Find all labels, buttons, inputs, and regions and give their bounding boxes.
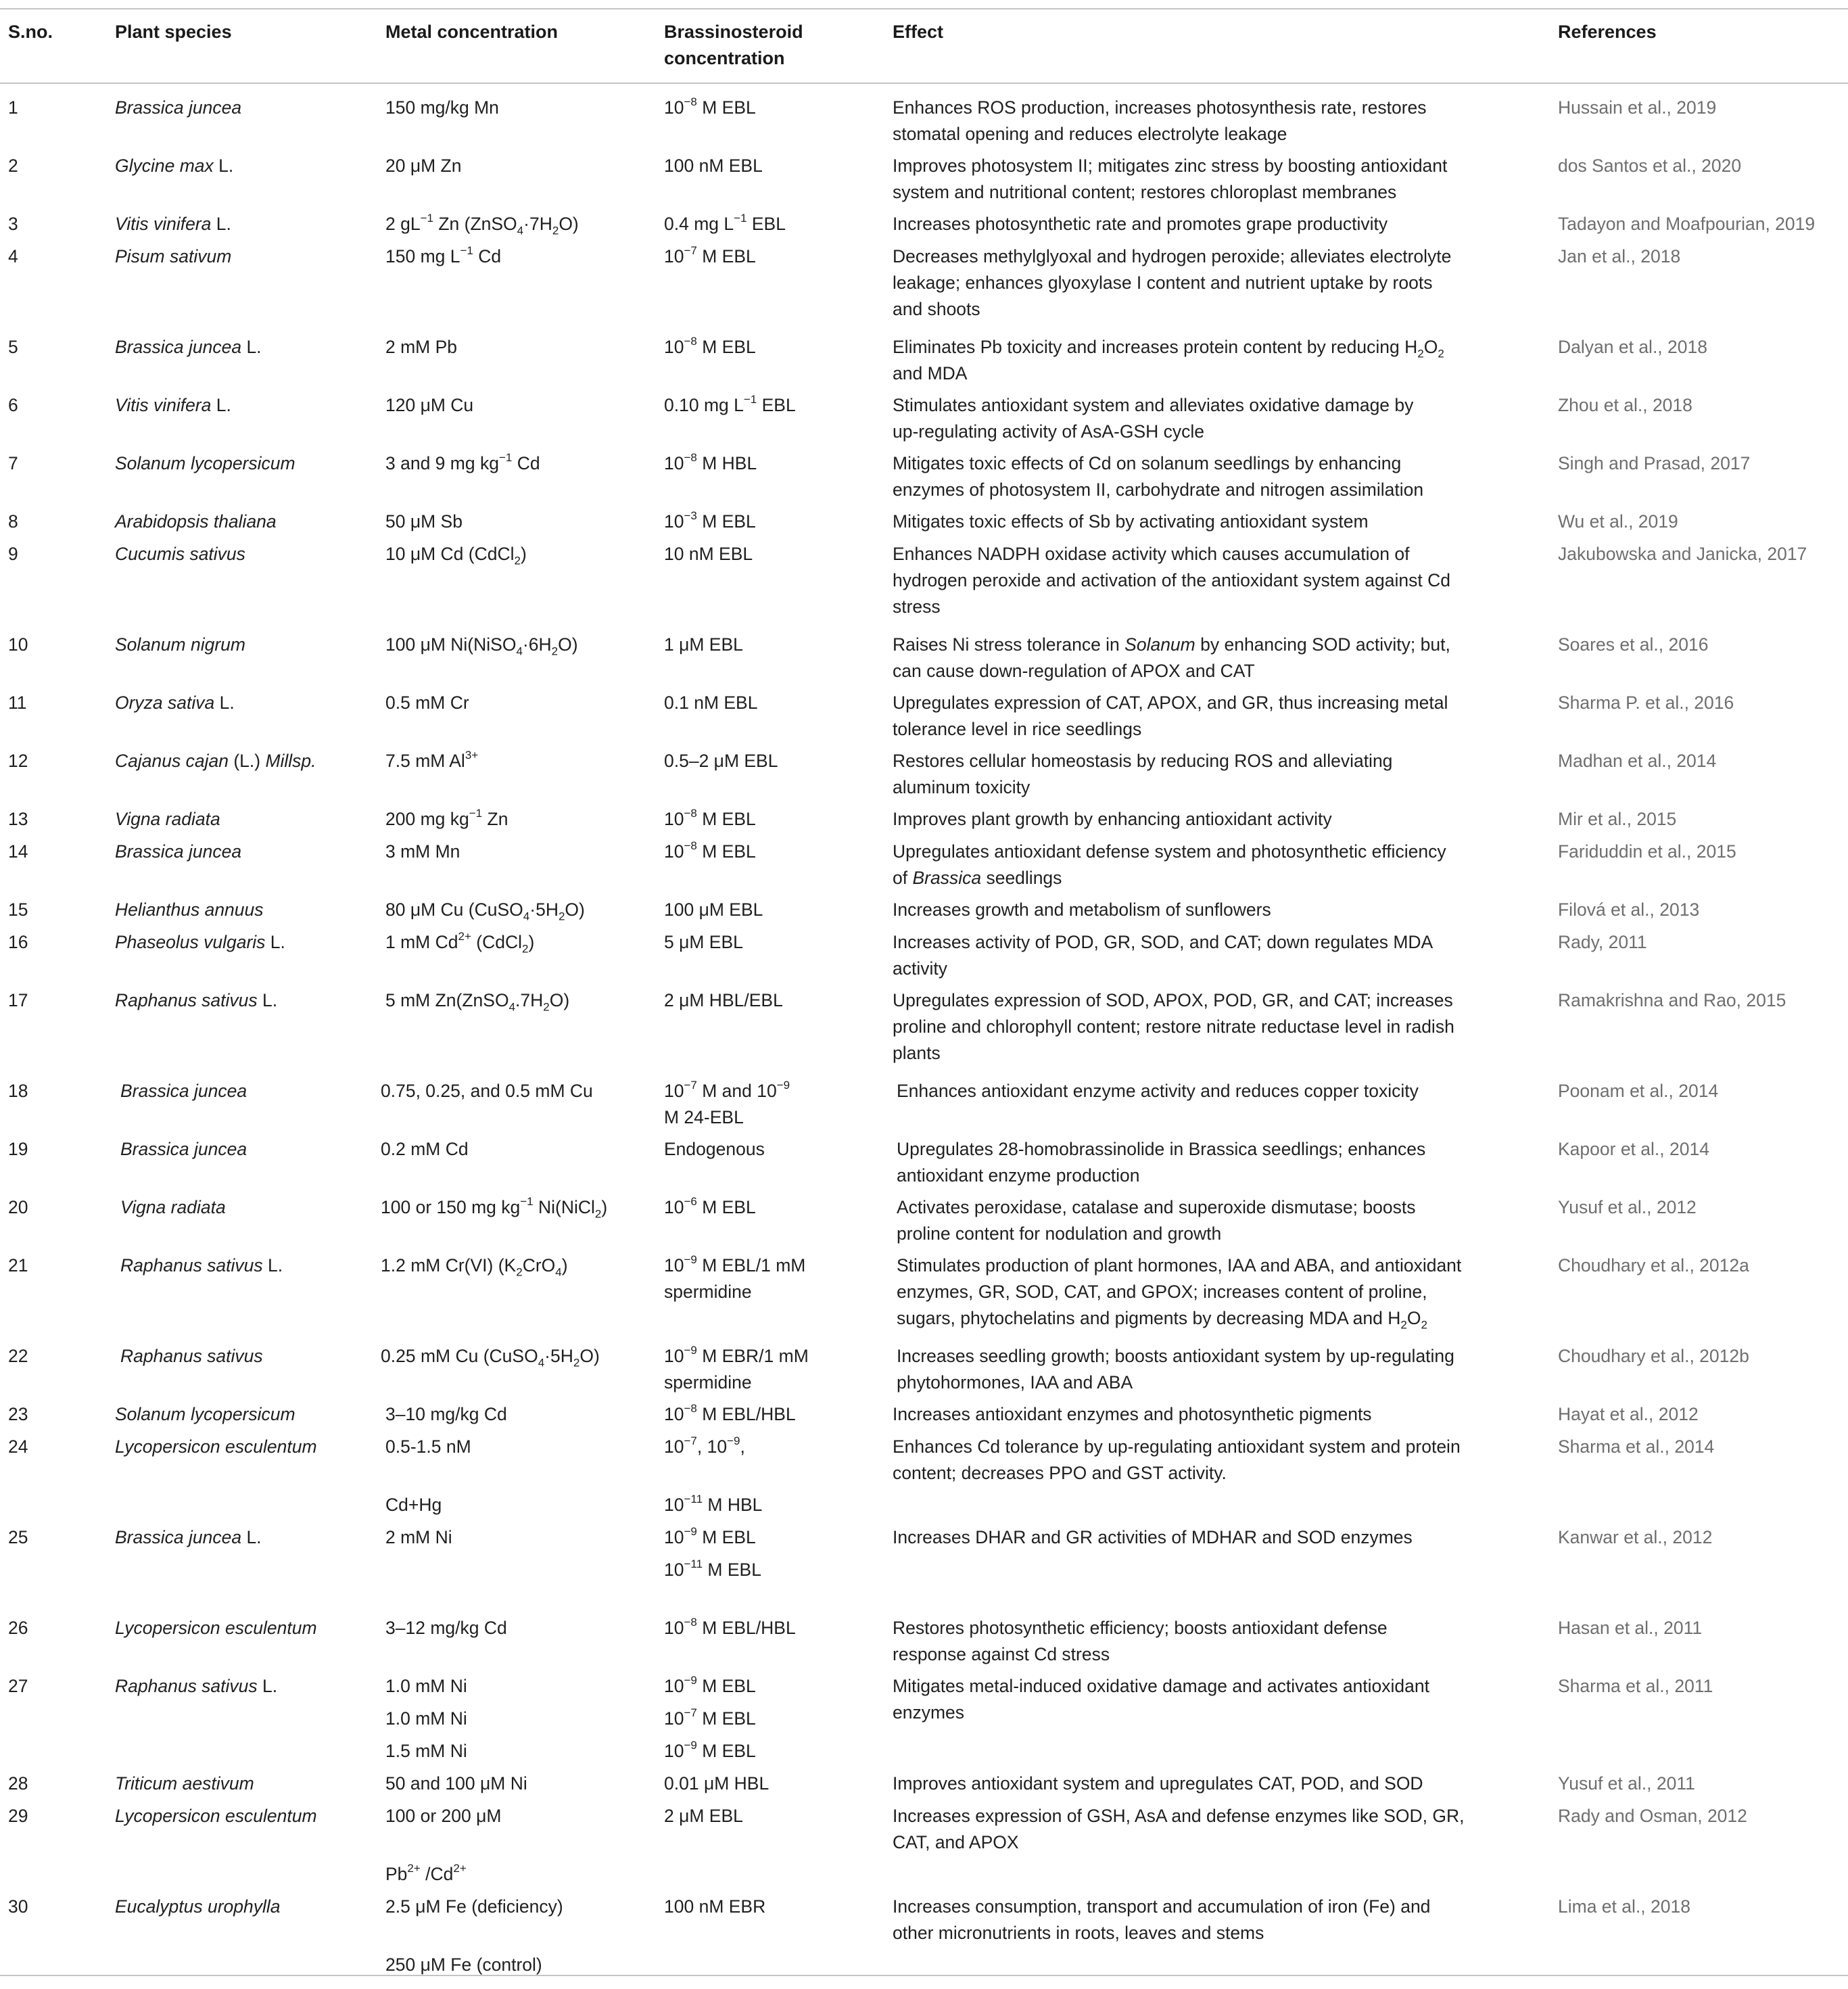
cell-reference: Hussain et al., 2019 bbox=[1558, 97, 1717, 118]
cell-reference: Madhan et al., 2014 bbox=[1558, 751, 1717, 771]
cell-metal-concentration: 150 mg/kg Mn bbox=[385, 97, 499, 118]
cell-sno: 8 bbox=[8, 511, 18, 532]
cell-metal-concentration: 100 or 200 μM bbox=[385, 1806, 502, 1826]
cell-plant-species: Solanum nigrum bbox=[115, 634, 245, 655]
cell-metal-concentration: 1 mM $Cd^{2+}$ (CdCl$_2$) bbox=[385, 930, 535, 956]
cell-brassinosteroid-concentration: 0.1 nM EBL bbox=[664, 693, 758, 713]
cell-reference: Tadayon and Moafpourian, 2019 bbox=[1558, 214, 1816, 234]
cell-sno: 14 bbox=[8, 841, 28, 862]
cell-reference: Sharma et al., 2011 bbox=[1558, 1676, 1713, 1696]
cell-effect: Restores photosynthetic efficiency; boosts antioxidant defense response against Cd stress bbox=[893, 1618, 1388, 1664]
cell-sno: 25 bbox=[8, 1527, 28, 1547]
cell-reference: Zhou et al., 2018 bbox=[1558, 395, 1692, 415]
cell-metal-concentration: 1.2 mM Cr(VI) $(K_2CrO_4)$ bbox=[381, 1255, 568, 1279]
cell-sno: 29 bbox=[8, 1806, 28, 1826]
cell-sno: 4 bbox=[8, 246, 18, 266]
top-rule bbox=[0, 8, 1848, 9]
cell-plant-species: Brassica juncea bbox=[120, 1139, 247, 1159]
cell-metal-concentration: 150 mg $L^{-1}$ Cd bbox=[385, 244, 502, 266]
cell-effect: Upregulates antioxidant defense system and photosynthetic efficiency of Brassica seedlings bbox=[893, 841, 1446, 888]
cell-metal-concentration: 0.25 mM Cu $(CuSO_4\cdot 5H_2O)$ bbox=[381, 1346, 600, 1370]
cell-plant-species: Arabidopsis thaliana bbox=[115, 511, 277, 532]
cell-reference: Soares et al., 2016 bbox=[1558, 634, 1709, 655]
cell-reference: Mir et al., 2015 bbox=[1558, 809, 1677, 829]
cell-metal-concentration: 100 μM $Ni(NiSO_4\cdot 6H_2O)$ bbox=[385, 634, 578, 658]
cell-metal-concentration: 0.5 mM Cr bbox=[385, 693, 469, 713]
cell-effect: Increases expression of GSH, AsA and defense enzymes like SOD, GR, CAT, and APOX bbox=[893, 1806, 1465, 1852]
cell-sno: 16 bbox=[8, 932, 28, 952]
cell-effect: Increases seedling growth; boosts antioxidant system by up-regulating phytohormones, IAA and ABA bbox=[897, 1346, 1454, 1393]
cell-brassinosteroid-concentration: $10^{-7}$ M EBL bbox=[664, 244, 756, 266]
cell-brassinosteroid-concentration: 0.5–2 μM EBL bbox=[664, 751, 778, 771]
cell-effect: Raises Ni stress tolerance in Solanum by enhancing SOD activity; but, can cause down-regulation of APOX and CAT bbox=[893, 634, 1450, 681]
cell-brassinosteroid-concentration: $10^{-9}$ M EBL/1 mM spermidine bbox=[664, 1253, 806, 1302]
cell-reference: Jakubowska and Janicka, 2017 bbox=[1558, 544, 1807, 564]
cell-effect: Improves antioxidant system and upregulates CAT, POD, and SOD bbox=[893, 1773, 1423, 1794]
cell-reference: Ramakrishna and Rao, 2015 bbox=[1558, 990, 1786, 1010]
cell-effect: Enhances Cd tolerance by up-regulating antioxidant system and protein content; decreases PPO and GST activity. bbox=[893, 1436, 1461, 1483]
cell-effect: Activates peroxidase, catalase and superoxide dismutase; boosts proline content for nodulation and growth bbox=[897, 1197, 1416, 1244]
cell-metal-concentration: 10 μM Cd (CdCl$_2$) bbox=[385, 544, 527, 567]
cell-plant-species: Glycine max L. bbox=[115, 156, 234, 176]
cell-effect: Decreases methylglyoxal and hydrogen peroxide; alleviates electrolyte leakage; enhances glyoxylase I content and nutrient uptake by roots and shoots bbox=[893, 246, 1452, 319]
cell-effect: Stimulates antioxidant system and alleviates oxidative damage by up-regulating activity of AsA-GSH cycle bbox=[893, 395, 1414, 442]
cell-effect: Improves photosystem II; mitigates zinc stress by boosting antioxidant system and nutritional content; restores chloroplast membranes bbox=[893, 156, 1448, 202]
cell-sno: 15 bbox=[8, 899, 28, 920]
cell-brassinosteroid-concentration: $10^{-9}$ M EBL bbox=[664, 1674, 756, 1696]
cell-brassinosteroid-concentration: 2 μM EBL bbox=[664, 1806, 743, 1826]
cell-reference: Dalyan et al., 2018 bbox=[1558, 337, 1707, 357]
cell-reference: Yusuf et al., 2011 bbox=[1558, 1773, 1695, 1794]
cell-brassinosteroid-concentration: 100 μM EBL bbox=[664, 899, 763, 920]
cell-reference: Choudhary et al., 2012a bbox=[1558, 1255, 1749, 1276]
cell-metal-concentration: 80 μM Cu $(CuSO_4\cdot 5H_2O)$ bbox=[385, 899, 585, 923]
cell-sno: 5 bbox=[8, 337, 18, 357]
cell-effect: Improves plant growth by enhancing antioxidant activity bbox=[893, 809, 1332, 829]
cell-reference: Fariduddin et al., 2015 bbox=[1558, 841, 1736, 862]
cell-brassinosteroid-concentration: $10^{-9}$ M EBR/1 mM spermidine bbox=[664, 1344, 809, 1393]
bottom-rule bbox=[0, 1975, 1848, 1976]
cell-metal-concentration: 1.5 mM Ni bbox=[385, 1741, 467, 1761]
cell-plant-species: Raphanus sativus L. bbox=[115, 990, 278, 1010]
cell-brassinosteroid-concentration: 100 nM EBR bbox=[664, 1896, 766, 1917]
cell-plant-species: Helianthus annuus bbox=[115, 899, 264, 920]
cell-plant-species: Brassica juncea bbox=[115, 841, 242, 862]
cell-sno: 10 bbox=[8, 634, 28, 655]
cell-brassinosteroid-concentration: $10^{-8}$ M EBL bbox=[664, 839, 756, 862]
cell-sno: 17 bbox=[8, 990, 28, 1010]
cell-sno: 1 bbox=[8, 97, 18, 118]
cell-reference: Singh and Prasad, 2017 bbox=[1558, 453, 1751, 473]
cell-metal-concentration: 100 or 150 mg $kg^{-1}$ Ni(NiCl$_2$) bbox=[381, 1195, 608, 1221]
header-plant-species: Plant species bbox=[115, 22, 232, 42]
cell-brassinosteroid-concentration: 0.4 mg $L^{-1}$ EBL bbox=[664, 212, 786, 234]
cell-metal-concentration: 50 μM Sb bbox=[385, 511, 463, 532]
cell-brassinosteroid-concentration: $10^{-3}$ M EBL bbox=[664, 509, 756, 532]
cell-effect: Mitigates metal-induced oxidative damage and activates antioxidant enzymes bbox=[893, 1676, 1429, 1723]
cell-plant-species: Brassica juncea bbox=[115, 97, 242, 118]
cell-reference: Rady and Osman, 2012 bbox=[1558, 1806, 1747, 1826]
cell-brassinosteroid-concentration: $10^{-11}$ M HBL bbox=[664, 1493, 763, 1515]
cell-plant-species: Cajanus cajan (L.) Millsp. bbox=[115, 751, 316, 771]
cell-effect: Increases antioxidant enzymes and photosynthetic pigments bbox=[893, 1404, 1372, 1424]
cell-plant-species: Solanum lycopersicum bbox=[115, 1404, 295, 1424]
cell-reference: Wu et al., 2019 bbox=[1558, 511, 1678, 532]
cell-metal-concentration: 0.2 mM Cd bbox=[381, 1139, 469, 1159]
cell-brassinosteroid-concentration: 100 nM EBL bbox=[664, 156, 763, 176]
cell-plant-species: Pisum sativum bbox=[115, 246, 232, 266]
cell-metal-concentration: 3–10 mg/kg Cd bbox=[385, 1404, 507, 1424]
cell-sno: 20 bbox=[8, 1197, 28, 1217]
cell-reference: Filová et al., 2013 bbox=[1558, 899, 1700, 920]
cell-metal-concentration: $Pb^{2+}$ $/Cd^{2+}$ bbox=[385, 1862, 467, 1884]
cell-metal-concentration: 250 μM Fe (control) bbox=[385, 1955, 542, 1975]
cell-brassinosteroid-concentration: 10 nM EBL bbox=[664, 544, 753, 564]
cell-sno: 30 bbox=[8, 1896, 28, 1917]
cell-reference: Poonam et al., 2014 bbox=[1558, 1081, 1719, 1101]
cell-reference: Choudhary et al., 2012b bbox=[1558, 1346, 1749, 1366]
cell-brassinosteroid-concentration: $10^{-8}$ M EBL/HBL bbox=[664, 1616, 796, 1638]
cell-plant-species: Vitis vinifera L. bbox=[115, 395, 231, 415]
cell-metal-concentration: 2.5 μM Fe (deficiency) bbox=[385, 1896, 563, 1917]
cell-reference: Hayat et al., 2012 bbox=[1558, 1404, 1699, 1424]
cell-effect: Increases activity of POD, GR, SOD, and CAT; down regulates MDA activity bbox=[893, 932, 1434, 979]
cell-brassinosteroid-concentration: $10^{-7}$ M EBL bbox=[664, 1706, 756, 1729]
cell-plant-species: Cucumis sativus bbox=[115, 544, 245, 564]
header-effect: Effect bbox=[893, 22, 944, 42]
cell-metal-concentration: 1.0 mM Ni bbox=[385, 1708, 467, 1729]
cell-metal-concentration: 200 mg $kg^{-1}$ Zn bbox=[385, 807, 508, 829]
cell-sno: 27 bbox=[8, 1676, 28, 1696]
cell-plant-species: Vitis vinifera L. bbox=[115, 214, 231, 234]
cell-metal-concentration: 3 and 9 mg $kg^{-1}$ Cd bbox=[385, 451, 540, 473]
cell-brassinosteroid-concentration: $10^{-8}$ M HBL bbox=[664, 451, 757, 473]
cell-effect: Increases photosynthetic rate and promotes grape productivity bbox=[893, 214, 1388, 234]
cell-sno: 24 bbox=[8, 1436, 28, 1457]
cell-effect: Increases DHAR and GR activities of MDHAR and SOD enzymes bbox=[893, 1527, 1413, 1547]
cell-brassinosteroid-concentration: $10^{-8}$ M EBL bbox=[664, 95, 756, 118]
cell-reference: Sharma P. et al., 2016 bbox=[1558, 693, 1734, 713]
cell-effect: Restores cellular homeostasis by reducing ROS and alleviating aluminum toxicity bbox=[893, 751, 1393, 797]
cell-effect: Enhances NADPH oxidase activity which causes accumulation of hydrogen peroxide and activation of the antioxidant system against Cd stress bbox=[893, 544, 1450, 617]
cell-effect: Increases consumption, transport and accumulation of iron (Fe) and other micronutrients in roots, leaves and stems bbox=[893, 1896, 1431, 1943]
cell-brassinosteroid-concentration: 5 μM EBL bbox=[664, 932, 743, 952]
cell-reference: Rady, 2011 bbox=[1558, 932, 1647, 952]
cell-plant-species: Vigna radiata bbox=[115, 809, 220, 829]
cell-plant-species: Eucalyptus urophylla bbox=[115, 1896, 281, 1917]
cell-effect: Upregulates 28-homobrassinolide in Brassica seedlings; enhances antioxidant enzyme production bbox=[897, 1139, 1426, 1186]
cell-reference: Jan et al., 2018 bbox=[1558, 246, 1681, 266]
cell-brassinosteroid-concentration: $10^{-9}$ M EBL bbox=[664, 1739, 756, 1761]
header-brassinosteroid-concentration: Brassinosteroid concentration bbox=[664, 22, 803, 68]
cell-reference: Kanwar et al., 2012 bbox=[1558, 1527, 1713, 1547]
cell-brassinosteroid-concentration: Endogenous bbox=[664, 1139, 765, 1159]
cell-brassinosteroid-concentration: $10^{-8}$ M EBL/HBL bbox=[664, 1402, 796, 1424]
cell-plant-species: Brassica juncea L. bbox=[115, 337, 262, 357]
cell-metal-concentration: 50 and 100 μM Ni bbox=[385, 1773, 527, 1794]
cell-sno: 23 bbox=[8, 1404, 28, 1424]
cell-metal-concentration: 0.5-1.5 nM bbox=[385, 1436, 471, 1457]
cell-effect: Increases growth and metabolism of sunflowers bbox=[893, 899, 1271, 920]
cell-metal-concentration: 3–12 mg/kg Cd bbox=[385, 1618, 507, 1638]
cell-reference: Sharma et al., 2014 bbox=[1558, 1436, 1715, 1457]
cell-sno: 22 bbox=[8, 1346, 28, 1366]
cell-effect: Enhances antioxidant enzyme activity and reduces copper toxicity bbox=[897, 1081, 1419, 1101]
cell-effect: Mitigates toxic effects of Sb by activating antioxidant system bbox=[893, 511, 1369, 532]
cell-sno: 3 bbox=[8, 214, 18, 234]
cell-metal-concentration: 5 mM $Zn(ZnSO_4.7H_2O)$ bbox=[385, 990, 570, 1014]
cell-brassinosteroid-concentration: $10^{-9}$ M EBL bbox=[664, 1525, 756, 1547]
cell-reference: Hasan et al., 2011 bbox=[1558, 1618, 1703, 1638]
cell-plant-species: Lycopersicon esculentum bbox=[115, 1806, 317, 1826]
cell-plant-species: Brassica juncea bbox=[120, 1081, 247, 1101]
cell-metal-concentration: 2 $gL^{-1}$ Zn $(ZnSO_4\cdot 7H_2O)$ bbox=[385, 212, 579, 237]
cell-effect: Eliminates Pb toxicity and increases protein content by reducing $H_2O_2$ and MDA bbox=[893, 337, 1444, 383]
cell-plant-species: Raphanus sativus L. bbox=[115, 1676, 278, 1696]
cell-brassinosteroid-concentration: 0.01 μM HBL bbox=[664, 1773, 769, 1794]
cell-plant-species: Lycopersicon esculentum bbox=[115, 1618, 317, 1638]
cell-reference: dos Santos et al., 2020 bbox=[1558, 156, 1742, 176]
cell-brassinosteroid-concentration: $10^{-6}$ M EBL bbox=[664, 1195, 756, 1217]
cell-effect: Enhances ROS production, increases photosynthesis rate, restores stomatal opening and reduces electrolyte leakage bbox=[893, 97, 1427, 144]
cell-metal-concentration: 20 μM Zn bbox=[385, 156, 462, 176]
cell-effect: Stimulates production of plant hormones, IAA and ABA, and antioxidant enzymes, GR, SOD, CAT, and GPOX; increases content of proline, sugars, phytochelatins and pigments by decreasing MDA and $H_2O_2$ bbox=[897, 1255, 1462, 1332]
cell-plant-species: Phaseolus vulgaris L. bbox=[115, 932, 285, 952]
cell-sno: 28 bbox=[8, 1773, 28, 1794]
cell-plant-species: Raphanus sativus L. bbox=[120, 1255, 283, 1276]
cell-brassinosteroid-concentration: 0.10 mg $L^{-1}$ EBL bbox=[664, 393, 796, 415]
cell-metal-concentration: 7.5 mM $Al^{3+}$ bbox=[385, 749, 479, 771]
cell-metal-concentration: 120 μM Cu bbox=[385, 395, 474, 415]
cell-sno: 19 bbox=[8, 1139, 28, 1159]
cell-sno: 13 bbox=[8, 809, 28, 829]
cell-metal-concentration: 2 mM Ni bbox=[385, 1527, 452, 1547]
cell-reference: Yusuf et al., 2012 bbox=[1558, 1197, 1697, 1217]
cell-plant-species: Raphanus sativus bbox=[120, 1346, 263, 1366]
cell-brassinosteroid-concentration: $10^{-8}$ M EBL bbox=[664, 807, 756, 829]
cell-sno: 9 bbox=[8, 544, 18, 564]
cell-brassinosteroid-concentration: $10^{-8}$ M EBL bbox=[664, 335, 756, 357]
cell-sno: 7 bbox=[8, 453, 18, 473]
cell-plant-species: Brassica juncea L. bbox=[115, 1527, 262, 1547]
cell-reference: Kapoor et al., 2014 bbox=[1558, 1139, 1709, 1159]
cell-effect: Upregulates expression of SOD, APOX, POD, GR, and CAT; increases proline and chlorophyll content; restore nitrate reductase level in radish plants bbox=[893, 990, 1454, 1063]
header-sno: S.no. bbox=[8, 22, 53, 42]
cell-sno: 18 bbox=[8, 1081, 28, 1101]
cell-sno: 2 bbox=[8, 156, 18, 176]
cell-brassinosteroid-concentration: 1 μM EBL bbox=[664, 634, 743, 655]
cell-metal-concentration: Cd+Hg bbox=[385, 1495, 442, 1515]
header-metal-concentration: Metal concentration bbox=[385, 22, 559, 42]
cell-brassinosteroid-concentration: $10^{-7}$ M and $10^{-9}$ M 24-EBL bbox=[664, 1079, 790, 1127]
cell-metal-concentration: 0.75, 0.25, and 0.5 mM Cu bbox=[381, 1081, 593, 1101]
cell-plant-species: Lycopersicon esculentum bbox=[115, 1436, 317, 1457]
cell-effect: Upregulates expression of CAT, APOX, and GR, thus increasing metal tolerance level in rice seedlings bbox=[893, 693, 1448, 739]
cell-sno: 26 bbox=[8, 1618, 28, 1638]
header-rule bbox=[0, 83, 1848, 84]
cell-brassinosteroid-concentration: 2 μM HBL/EBL bbox=[664, 990, 783, 1010]
cell-sno: 6 bbox=[8, 395, 18, 415]
cell-brassinosteroid-concentration: $10^{-7}$, $10^{-9}$, bbox=[664, 1434, 745, 1457]
cell-plant-species: Vigna radiata bbox=[120, 1197, 226, 1217]
cell-metal-concentration: 1.0 mM Ni bbox=[385, 1676, 467, 1696]
header-references: References bbox=[1558, 22, 1657, 42]
cell-plant-species: Oryza sativa L. bbox=[115, 693, 235, 713]
cell-effect: Mitigates toxic effects of Cd on solanum seedlings by enhancing enzymes of photosystem II, carbohydrate and nitrogen assimilation bbox=[893, 453, 1424, 500]
cell-metal-concentration: 2 mM Pb bbox=[385, 337, 458, 357]
cell-sno: 12 bbox=[8, 751, 28, 771]
cell-brassinosteroid-concentration: $10^{-11}$ M EBL bbox=[664, 1558, 761, 1580]
cell-sno: 21 bbox=[8, 1255, 28, 1276]
cell-metal-concentration: 3 mM Mn bbox=[385, 841, 460, 862]
cell-plant-species: Solanum lycopersicum bbox=[115, 453, 295, 473]
cell-sno: 11 bbox=[8, 693, 27, 713]
cell-reference: Lima et al., 2018 bbox=[1558, 1896, 1690, 1917]
cell-plant-species: Triticum aestivum bbox=[115, 1773, 254, 1794]
